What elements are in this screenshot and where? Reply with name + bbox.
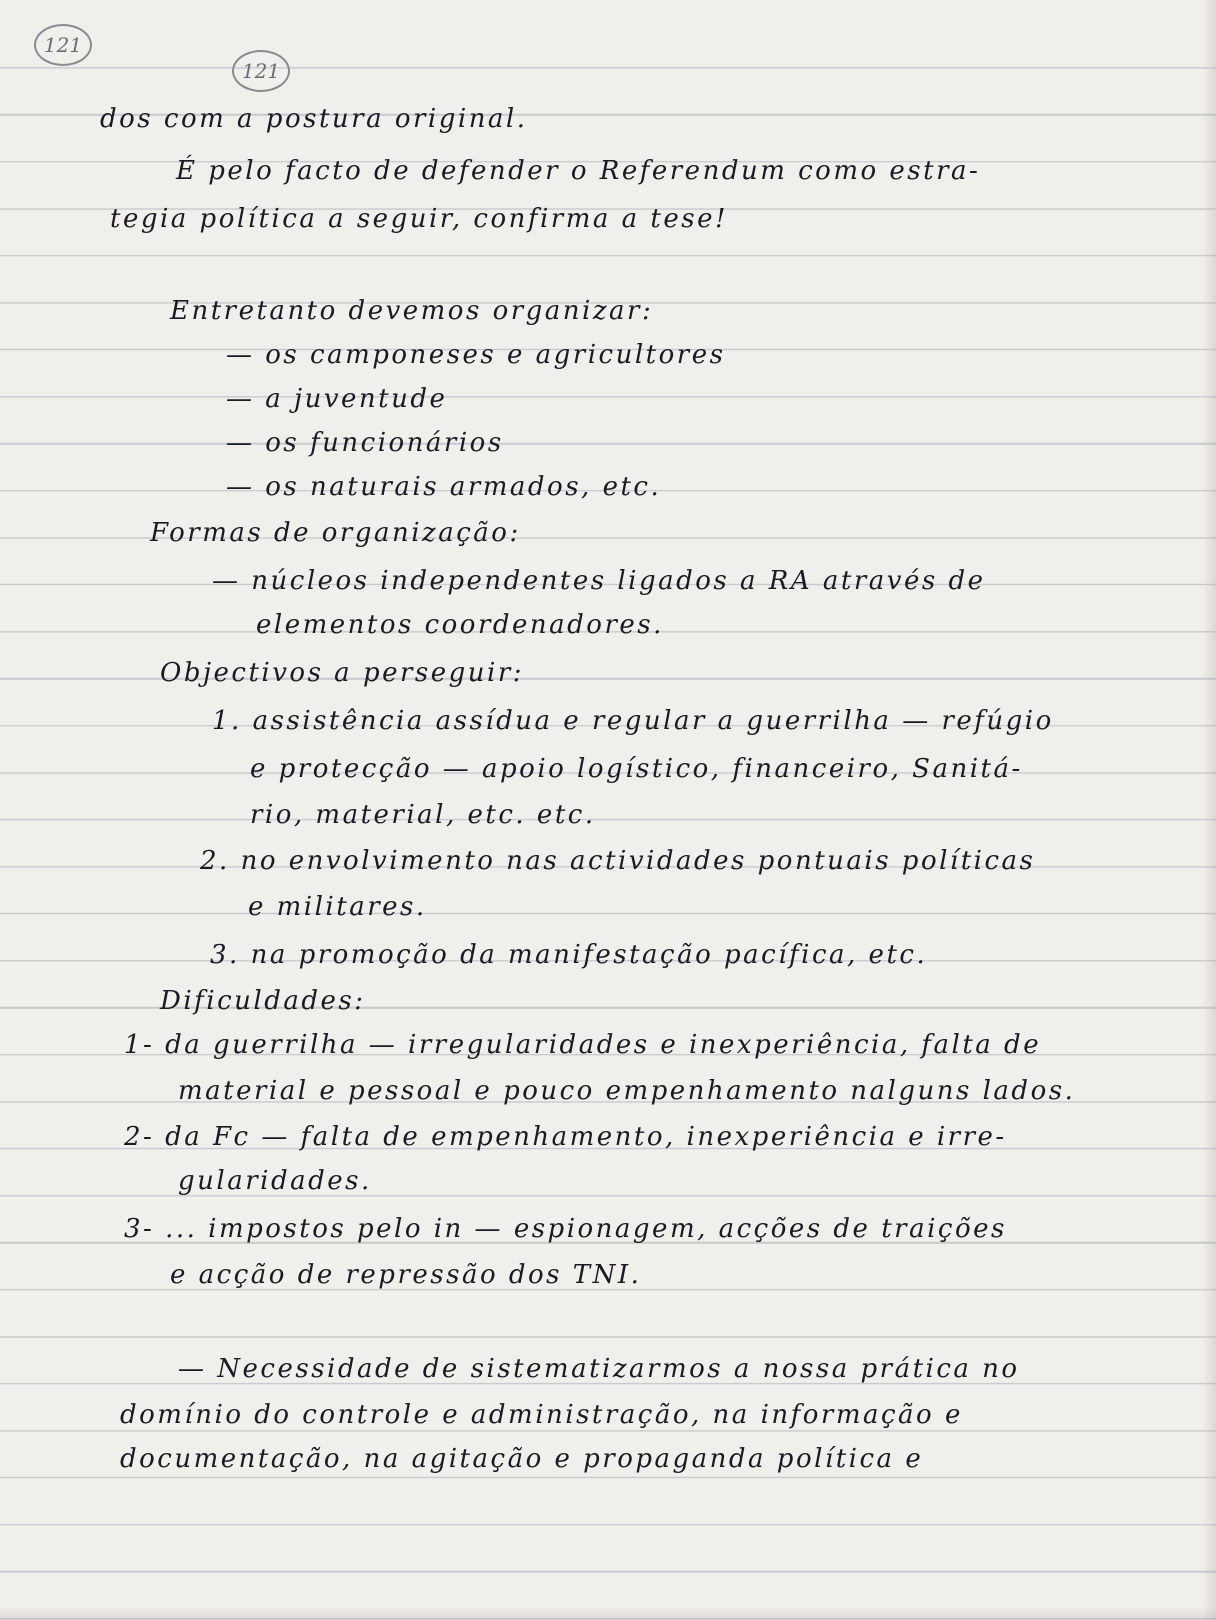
- text-line: tegia política a seguir, confirma a tese!: [110, 204, 728, 234]
- text-line: elementos coordenadores.: [256, 610, 664, 640]
- text-line: — os camponeses e agricultores: [226, 340, 726, 370]
- text-line: 1. assistência assídua e regular a guerrilha — refúgio: [212, 706, 1054, 736]
- text-line: dos com a postura original.: [100, 104, 528, 134]
- text-line: rio, material, etc. etc.: [250, 800, 596, 830]
- paper-shadow: [0, 1606, 1216, 1620]
- text-line: e protecção — apoio logístico, financeiro, Sanitá-: [250, 754, 1023, 784]
- text-line: e militares.: [248, 892, 427, 922]
- page-number-stamp: 121: [232, 50, 290, 92]
- text-line: documentação, na agitação e propaganda política e: [120, 1444, 924, 1474]
- text-line: — a juventude: [226, 384, 448, 414]
- page-number-stamp: 121: [34, 24, 92, 66]
- text-line: É pelo facto de defender o Referendum como estra-: [176, 156, 981, 186]
- text-line: — núcleos independentes ligados a RA através de: [212, 566, 986, 596]
- text-line: 3. na promoção da manifestação pacífica, etc.: [210, 940, 928, 970]
- text-line: — Necessidade de sistematizarmos a nossa prática no: [178, 1354, 1020, 1384]
- text-line: e acção de repressão dos TNI.: [170, 1260, 642, 1290]
- text-line: — os naturais armados, etc.: [226, 472, 662, 502]
- text-line: 2- da Fc — falta de empenhamento, inexperiência e irre-: [124, 1122, 1007, 1152]
- text-line: Dificuldades:: [160, 986, 366, 1016]
- text-line: — os funcionários: [226, 428, 504, 458]
- text-line: gularidades.: [178, 1166, 372, 1196]
- text-line: 1- da guerrilha — irregularidades e inexperiência, falta de: [124, 1030, 1042, 1060]
- text-line: domínio do controle e administração, na informação e: [120, 1400, 963, 1430]
- text-line: Objectivos a perseguir:: [160, 658, 525, 688]
- text-line: Entretanto devemos organizar:: [170, 296, 654, 326]
- text-line: material e pessoal e pouco empenhamento nalguns lados.: [178, 1076, 1076, 1106]
- text-line: Formas de organização:: [150, 518, 521, 548]
- text-line: 3- ... impostos pelo in — espionagem, acções de traições: [124, 1214, 1007, 1244]
- text-line: 2. no envolvimento nas actividades pontuais políticas: [200, 846, 1036, 876]
